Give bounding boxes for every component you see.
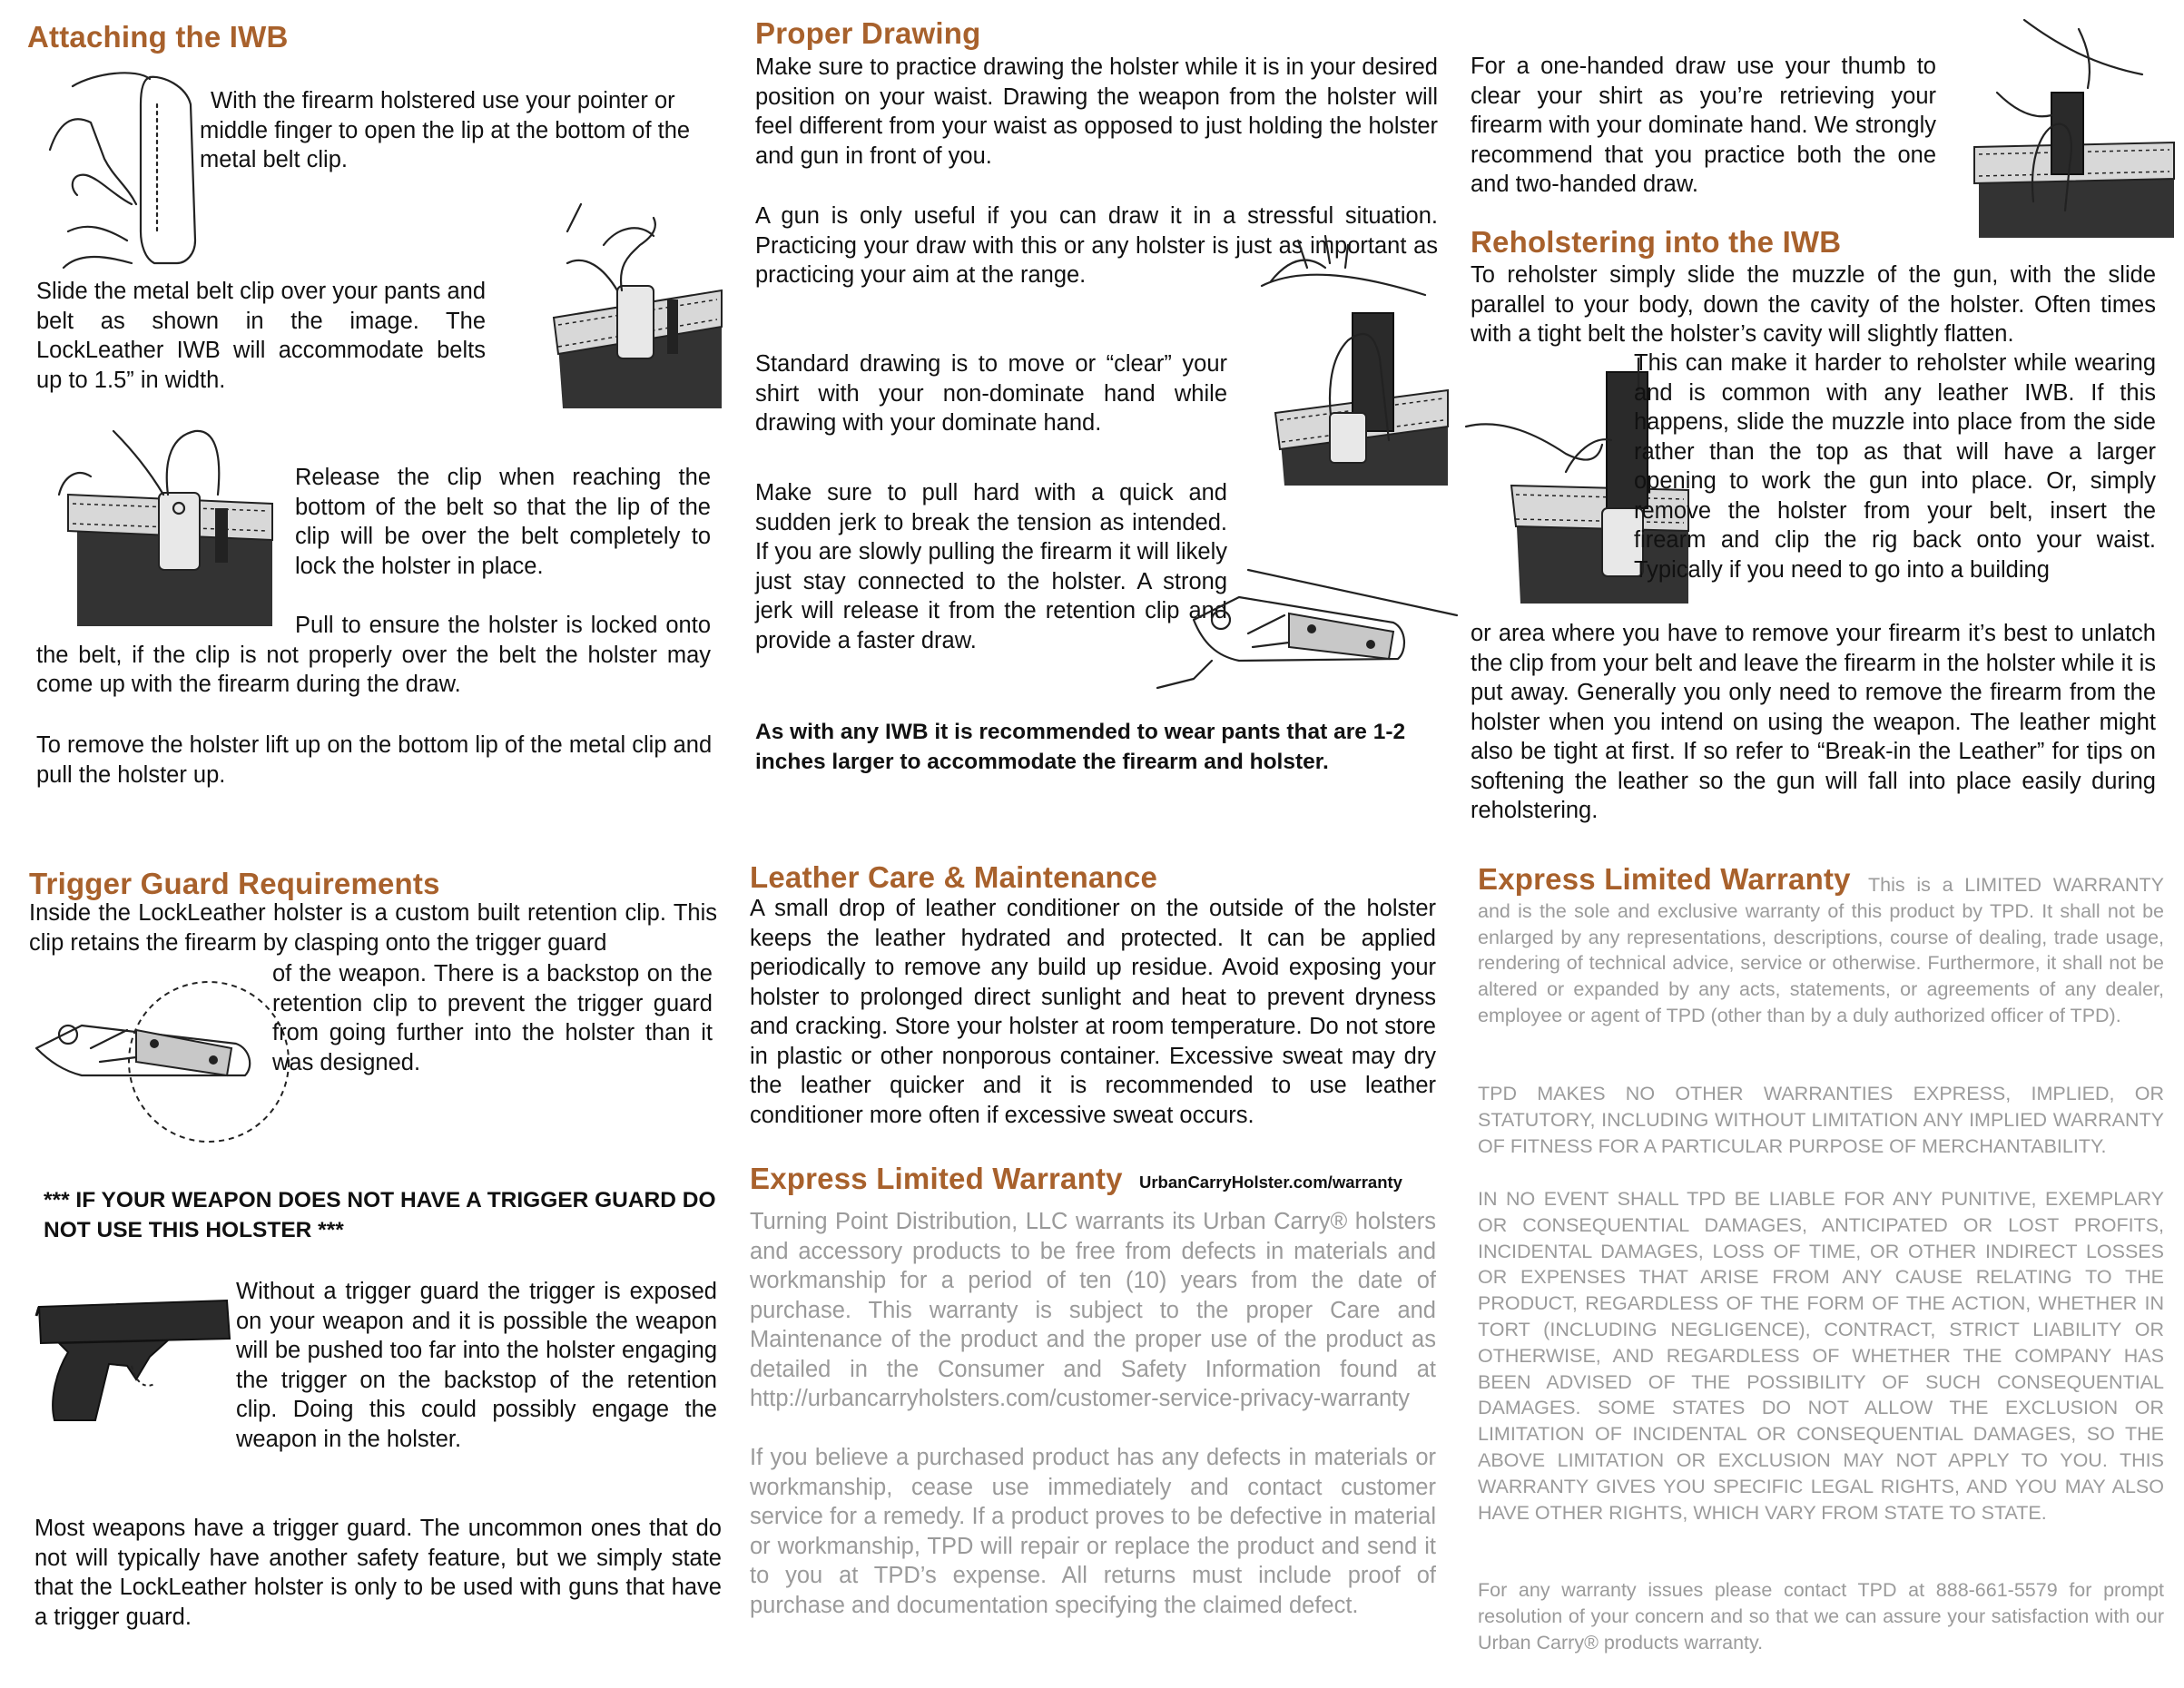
warranty-url[interactable]: UrbanCarryHolster.com/warranty	[1139, 1173, 1402, 1192]
pistol-illustration	[32, 1293, 231, 1425]
retention-clip-illustration	[27, 980, 290, 1143]
attach-para-4: Pull to ensure the holster is locked onto the belt, if the clip is not properly over the belt the holster may come up with the firearm during the draw.	[36, 613, 711, 697]
trigger-title: Trigger Guard Requirements	[29, 867, 440, 900]
warranty-right-title: Express Limited Warranty	[1478, 862, 1851, 896]
warranty-mid-para-1: Turning Point Distribution, LLC warrants its Urban Carry® holsters and accessory products to be free from defects in materials and workmanship for a period of ten (10) years from the date of purchase. This warranty is subject to the proper Care and Maintenance of the product and the proper use of the product as detailed in the Consumer and Safety Information found at http://urbancarryholsters.com/customer-service-privacy-warranty	[750, 1209, 1436, 1411]
drawing-hands-illustration	[1244, 231, 1448, 486]
retention-clip-closeup-illustration	[1157, 552, 1457, 688]
reholster-para-1: To reholster simply slide the muzzle of the gun, with the slide parallel to your body, down the cavity of the holster. Often times with a tight belt the holster’s cavity will slightly flatten.	[1471, 262, 2156, 347]
attach-para-3: Release the clip when reaching the bottom of the belt so that the lip of the clip will be over the belt completely to lock the holster in place.	[295, 465, 711, 579]
draw-para-2: A gun is only useful if you can draw it in a stressful situation. Practicing your draw with this or any holster is just as important as practicing your aim at the range.	[755, 203, 1438, 288]
attach-title: Attaching the IWB	[27, 20, 289, 54]
trigger-para-3: Without a trigger guard the trigger is exposed on your weapon and it is possible the weapon will be pushed too far into the holster engaging the trigger on the backstop of the retention clip. Doing this could possibly engage the weapon in the holster.	[236, 1279, 717, 1452]
onehand-para: For a one-handed draw use your thumb to clear your shirt as you’re retrieving your firearm with your dominate hand. We strongly recommend that you practice both the one and two-handed draw.	[1471, 54, 1936, 197]
reholster-title: Reholstering into the IWB	[1471, 225, 1842, 259]
warranty-mid-title: Express Limited Warranty	[750, 1162, 1123, 1195]
hand-opening-clip-illustration	[50, 68, 195, 272]
trigger-para-4: Most weapons have a trigger guard. The uncommon ones that do not will typically have another safety feature, but we simply state that the LockLeather holster is only to be used with guns that have a trigger guard.	[34, 1516, 722, 1630]
trigger-para-1: Inside the LockLeather holster is a custom built retention clip. This clip retains the firearm by clasping onto the trigger guard	[29, 900, 717, 956]
reholster-para-3: or area where you have to remove your firearm it’s best to unlatch the clip from your belt and leave the firearm in the holster while it is put away. Generally you only need to remove the firearm from the holster when you intend on using the weapon. The leather might also be tight at first. If so refer to “Break-in the Leather” for tips on softening the leather so the gun will fall into place easily during reholstering.	[1471, 621, 2156, 823]
warranty-right-para-4: For any warranty issues please contact TPD at 888-661-5579 for prompt resolution of your concern and so that we can assure your satisfaction with our Urban Carry® products warranty.	[1478, 1579, 2164, 1654]
leather-title: Leather Care & Maintenance	[750, 860, 1158, 894]
draw-para-4-a: Make sure to pull hard with a quick and sudden jerk to break the tension as intended. If you are slowly pulling the firearm it will likely just stay connected to the holster. A strong jerk will release it from the retention clip and provide a faster draw.	[755, 480, 1227, 653]
leather-para: A small drop of leather conditioner on the outside of the holster keeps the leather hydrated and protected. It can be applied periodically to remove any build up residue. Avoid exposing your holster to prolonged direct sunlight and heat to prevent dryness and cracking. Store your holster at room temperature. Do not store in plastic or other nonporous container. Excessive sweat may dry the leather quicker and it is recommended to use leather conditioner more often if excessive sweat occurs.	[750, 896, 1436, 1128]
attach-para-1: With the firearm holstered use your pointer or middle finger to open the lip at the bottom of the metal belt clip.	[200, 88, 691, 172]
warranty-right-para-2: TPD MAKES NO OTHER WARRANTIES EXPRESS, IMPLIED, OR STATUTORY, INCLUDING WITHOUT LIMITATION ANY IMPLIED WARRANTY OF FITNESS FOR A PARTICULAR PURPOSE OF MERCHANTABILITY.	[1478, 1083, 2164, 1157]
draw-bold-note: As with any IWB it is recommended to wear pants that are 1-2 inches larger to accommodate the firearm and holster.	[755, 720, 1406, 774]
warranty-mid-para-2: If you believe a purchased product has any defects in materials or workmanship, cease use immediately and contact customer service for a remedy. If a product proves to be defective in material or workmanship, TPD will repair or replace the product and send it to you at TPD’s expense. All returns must include proof of purchase and documentation specifying the claimed defect.	[750, 1445, 1436, 1618]
draw-title: Proper Drawing	[755, 16, 981, 50]
reholster-para-2: This can make it harder to reholster while wearing and is common with any leather IWB. If this happens, slide the muzzle into place from the side rather than the top as that will have a larger opening to work the gun into place. Or, simply remove the holster from your belt, insert the firearm and clip the rig back onto your waist. Typically if you need to go into a building	[1634, 350, 2156, 583]
trigger-warning: *** IF YOUR WEAPON DOES NOT HAVE A TRIGGER GUARD DO NOT USE THIS HOLSTER ***	[44, 1188, 716, 1242]
slide-clip-over-belt-illustration	[531, 200, 722, 408]
draw-para-1: Make sure to practice drawing the holster while it is in your desired position on your waist. Drawing the weapon from the holster will feel different from your waist as opposed to just holding the holster and gun in front of you.	[755, 54, 1438, 169]
attach-para-2: Slide the metal belt clip over your pants and belt as shown in the image. The LockLeather IWB will accommodate belts up to 1.5” in width.	[36, 279, 486, 393]
release-clip-illustration	[59, 422, 272, 631]
attach-para-5: To remove the holster lift up on the bottom lip of the metal clip and pull the holster up.	[36, 732, 713, 788]
draw-para-3: Standard drawing is to move or “clear” your shirt with your non-dominate hand while drawing with your dominate hand.	[755, 351, 1227, 436]
one-handed-draw-illustration	[1943, 20, 2174, 238]
trigger-para-2: of the weapon. There is a backstop on the retention clip to prevent the trigger guard from going further into the holster than it was designed.	[272, 961, 713, 1075]
warranty-right-para-3: IN NO EVENT SHALL TPD BE LIABLE FOR ANY PUNITIVE, EXEMPLARY OR CONSEQUENTIAL DAMAGES, ANTICIPATED OR LOST PROFITS, INCIDENTAL DAMAGES, LOSS OF TIME, OR OTHER INDIRECT LOSSES OR EXPENSES THAT ARISE FROM ANY CAUSE RELATING TO THE PRODUCT, REGARDLESS OF THE FORM OF THE ACTION, WHETHER IN TORT (INCLUDING NEGLIGENCE), CONTRACT, STRICT LIABILITY OR OTHERWISE, AND REGARDLESS OF WHETHER THE COMPANY HAS BEEN ADVISED OF THE POSSIBILITY OF SUCH CONSEQUENTIAL DAMAGES. SOME STATES DO NOT ALLOW THE EXCLUSION OR LIMITATION OF INCIDENTAL OR CONSEQUENTIAL DAMAGES, SO THE ABOVE LIMITATION OR EXCLUSION MAY NOT APPLY TO YOU. THIS WARRANTY GIVES YOU SPECIFIC LEGAL RIGHTS, AND YOU MAY ALSO HAVE OTHER RIGHTS, WHICH VARY FROM STATE TO STATE.	[1478, 1188, 2164, 1524]
warranty-right-lead: This is a LIMITED WARRANTY and is the sole and exclusive warranty of this product by TPD. It shall not be enlarged by any representations, descriptions, course of dealing, trade usage, rendering of technical advice, service or otherwise. Furthermore, it shall not be altered or expanded by any acts, statements, or agreements of any dealer, employee or agent of TPD (other than by a duly authorized officer of TPD).	[1478, 874, 2164, 1026]
